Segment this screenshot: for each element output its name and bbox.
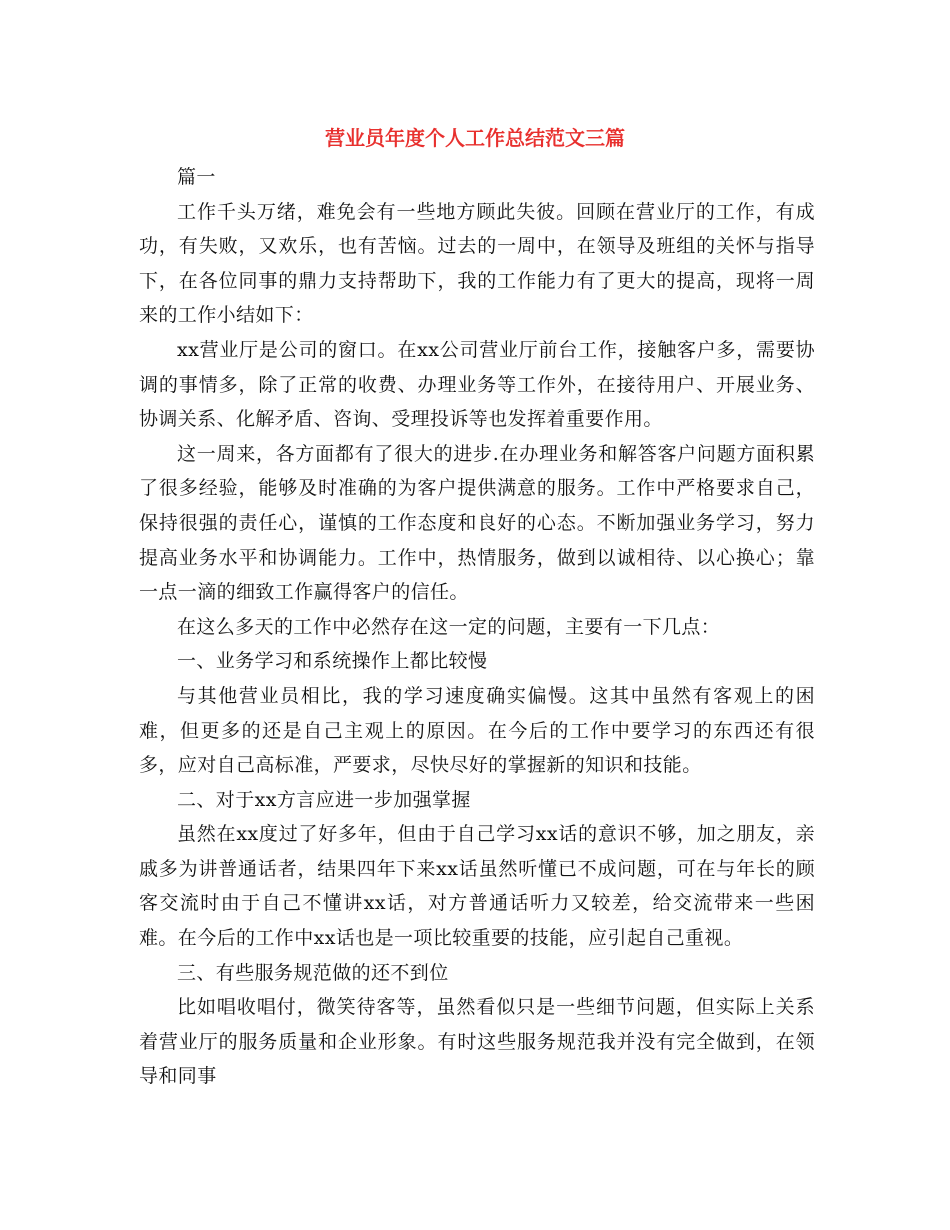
paragraph: 虽然在xx度过了好多年，但由于自己学习xx话的意识不够，加之朋友，亲戚多为讲普通话者，结果四年下来xx话虽然听懂已不成问题，可在与年长的顾客交流时由于自己不懂讲xx话，对方普通话听力又较差，给交流带来一些困难。在今后的工作中xx话也是一项比较重要的技能，应引起自己重视。	[139, 823, 815, 950]
paragraph: 在这么多天的工作中必然存在这一定的问题，主要有一下几点：	[177, 615, 721, 638]
subheading: 一、业务学习和系统操作上都比较慢	[177, 650, 488, 673]
section-heading: 篇一	[177, 166, 216, 188]
paragraph: 与其他营业员相比，我的学习速度确实偏慢。这其中虽然有客观上的困难，但更多的还是自己主观上的原因。在今后的工作中要学习的东西还有很多，应对自己高标准，严要求，尽快尽好的掌握新的知识和技能。	[139, 684, 815, 777]
subheading: 三、有些服务规范做的还不到位	[177, 961, 449, 984]
document-body	[139, 160, 815, 1094]
paragraph: 这一周来，各方面都有了很大的进步.在办理业务和解答客户问题方面积累了很多经验，能够及时准确的为客户提供满意的服务。工作中严格要求自己，保持很强的责任心，谨慎的工作态度和良好的心态。不断加强业务学习，努力提高业务水平和协调能力。工作中，热情服务，做到以诚相待、以心换心；靠一点一滴的细致工作赢得客户的信任。	[139, 442, 815, 604]
document-title: 营业员年度个人工作总结范文三篇	[325, 126, 625, 150]
paragraph: 工作千头万绪，难免会有一些地方顾此失彼。回顾在营业厅的工作，有成功，有失败，又欢乐，也有苦恼。过去的一周中，在领导及班组的关怀与指导下，在各位同事的鼎力支持帮助下，我的工作能力有了更大的提高，现将一周来的工作小结如下：	[139, 200, 815, 327]
subheading: 二、对于xx方言应进一步加强掌握	[177, 788, 471, 811]
paragraph: xx营业厅是公司的窗口。在xx公司营业厅前台工作，接触客户多，需要协调的事情多，除了正常的收费、办理业务等工作外，在接待用户、开展业务、协调关系、化解矛盾、咨询、受理投诉等也发挥着重要作用。	[139, 338, 815, 431]
paragraph: 比如唱收唱付，微笑待客等，虽然看似只是一些细节问题，但实际上关系着营业厅的服务质量和企业形象。有时这些服务规范我并没有完全做到，在领导和同事	[139, 996, 815, 1088]
